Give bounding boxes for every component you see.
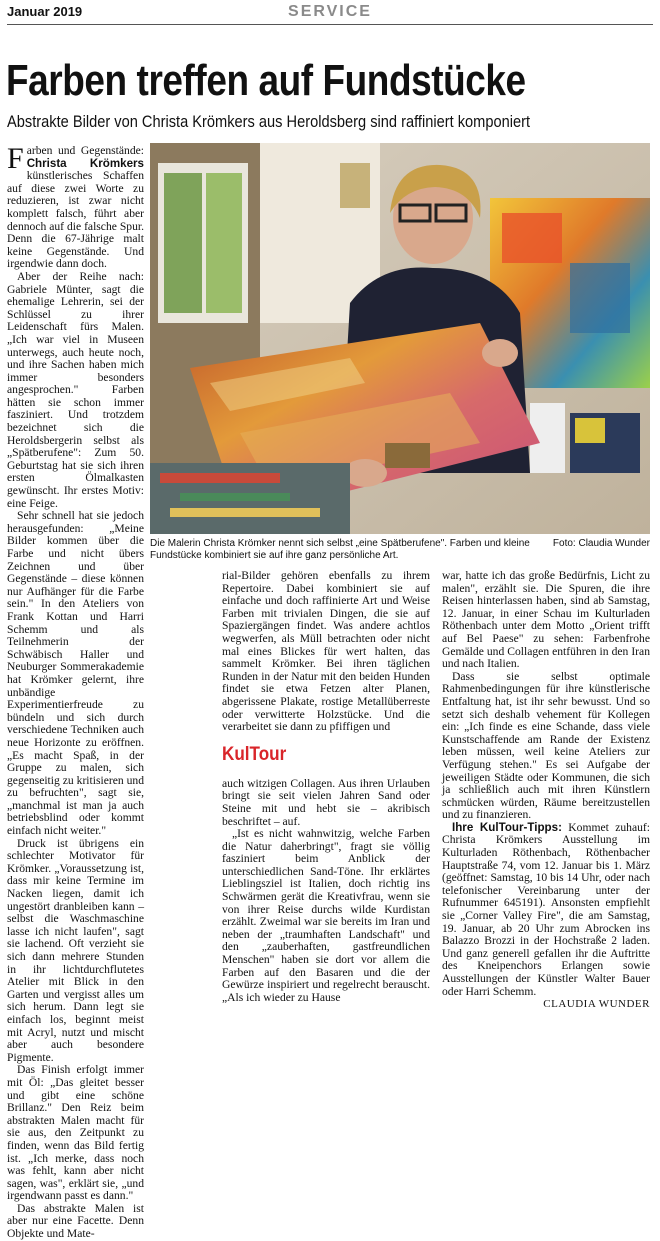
subheadline: Abstrakte Bilder von Christa Krömkers aus Heroldsberg sind raffiniert komponiert	[7, 112, 531, 131]
paragraph: Sehr schnell hat sie jedoch herausgefunden: „Meine Bilder kommen über die Farbe und nicht übers Zeichnen und über Gegenstände – diese können nur Aufhänger für die Farbe sein." In den Ateliers von Frank Kottan und Harri Schemm und als Teilnehmerin der Schwäbisch Haller und Neuburger Sommerakademie hat Krömker gelernt, ihre unbändige Experimentierfreude zu bündeln und sich durch verschiedene Techniken auch neue Horizonte zu eröffnen. „Es macht Spaß, in der Gruppe zu malen, sich gegenseitig zu kritisieren und zu befruchten", sagt sie, „manchmal ist man ja auch betriebsblind oder kommt einfach nicht weiter."	[7, 509, 144, 838]
photo-caption	[150, 538, 650, 561]
article-column-3	[442, 570, 650, 1011]
headline: Farben treffen auf Fundstücke	[6, 56, 526, 105]
paragraph: Ihre KulTour-Tipps: Kommet zuhauf: Christa Krömkers Ausstellung im Kulturladen Röthenbach, Röthenbacher Hauptstraße 74, vom 12. Januar bis 1. März (geöffnet: Samstag, 10 bis 14 Uhr, oder nach telefonischer Vereinbarung unter der Rufnummer 645191). Ansonsten empfiehlt sie „Corner Valley Fire", die am Samstag, 19. Januar, ab 20 Uhr zum Abrocken ins Balazzo Brozzi in der Hochstraße 2 laden. Und ganz generell gefallen ihr die Auftritte des Kneipenchors Erlangen sowie Ausstellungen der Künstler Walter Bauer oder Harri Schemm. CLAUDIA WUNDER	[442, 820, 650, 1011]
paragraph: „Ist es nicht wahnwitzig, welche Farben die Natur daherbringt", fragt sie völlig fasziniert beim Anblick der unterschiedlichen Sand-Töne. Ihr erklärtes Lieblingsziel ist Italien, doch richtig ins Schwärmen gerät die Kreativfrau, wenn sie von ihrer Reise durchs wilde Kurdistan erzählt. Zweimal war sie bereits im Iran und neben der „traumhaften Landschaft" und den „zauberhaften, gastfreundlichen Menschen" haben sie dort vor allem die Farben auf den Basaren und die der Gewürze inspiriert und regelrecht berauscht. „Als ich wieder zu Hause	[222, 827, 430, 1004]
paragraph: Das Finish erfolgt immer mit Öl: „Das gleitet besser und gibt eine schöne Brillanz." Den Reiz beim abstrakten Malen macht für sie aus, den Zeitpunkt zu finden, wenn das Bild fertig ist. „Ich merke, dass noch was fehlt, kann aber nicht sagen, was", erklärt sie, „und irgendwann passt es dann."	[7, 1063, 144, 1203]
paragraph: auch witzigen Collagen. Aus ihren Urlauben bringt sie seit vielen Jahren Sand oder Steine mit und hebt sie – akribisch beschriftet – auf.	[222, 776, 430, 828]
caption-credit: Foto: Claudia Wunder	[552, 538, 650, 549]
caption-text: Die Malerin Christa Krömker nennt sich selbst „eine Spätberufene". Farben und kleine Fundstücke kombiniert sie auf ihre ganz persönliche Art.	[150, 538, 530, 561]
photo-painter-holding-canvas	[150, 143, 650, 534]
paragraph: Aber der Reihe nach: Gabriele Münter, sagt die ehemalige Lehrerin, sei der Schlüssel zu ihrer Leidenschaft fürs Malen. „Ich war viel in Museen unterwegs, auch heute noch, und ihre Sachen haben mich immer besonders angesprochen." Farben hätten sie schon immer fasziniert. Und trotzdem bezeichnet sich die Heroldsbergerin selbst als „Spätberufene": Zum 50. Geburtstag hat sie sich ihren ersten Ölmalkasten gewünscht. Ihr erstes Motiv: eine Feige.	[7, 269, 144, 510]
tips-label: Ihre KulTour-Tipps:	[452, 820, 562, 834]
article-column-1	[7, 142, 144, 1241]
paragraph: Farben und Gegenstände: Christa Krömkers künstlerisches Schaffen auf diese zwei Worte zu reduzieren, ist zwar nicht komplett falsch, führt aber dennoch auf die falsche Spur. Denn die 67-Jährige malt keine Gegenstände. Und irgendwie dann doch.	[7, 142, 144, 271]
article-photo	[150, 143, 650, 534]
article-column-2	[222, 570, 430, 1004]
paragraph: Das abstrakte Malen ist aber nur eine Facette. Denn Objekte und Mate-	[7, 1201, 144, 1241]
header-divider	[7, 24, 653, 25]
author-byline: CLAUDIA WUNDER	[543, 998, 650, 1011]
paragraph: Druck ist übrigens ein schlechter Motivator für Krömker. „Voraussetzung ist, dass mir keine Termine im Nacken liegen, damit ich ungestört dranbleiben kann – selbst die Waschmaschine lasse ich nicht laufen", sagt sie lachend. Oft verzieht sie sich dann mehrere Stunden in ihr lichtdurchflutetes Atelier mit Blick in den Garten und vergisst alles um sich herum. Dann legt sie einfach los, beginnt meist mit Acryl, nutzt und mischt aber auch besondere Pigmente.	[7, 836, 144, 1064]
drop-cap: F	[7, 142, 24, 175]
artist-name: Christa Krömkers	[26, 156, 144, 170]
kultour-label: KulTour	[222, 743, 287, 765]
section-label: SERVICE	[288, 3, 372, 20]
paragraph: Dass sie selbst optimale Rahmenbedingungen für ihre künstlerische Entfaltung hat, ist ihr sehr bewusst. Und so setzt sich deshalb vehement für Kollegen ein: „Ich finde es eine Schande, dass viele Kunstschaffende am Rande der Existenz leben müssen, weil keine Ateliers zur Verfügung stehen." Es sei Aufgabe der jeweiligen Städte oder Kommunen, die sich ja schließlich auch mit ihren Künstlern schmücken würden, Räume bereitzustellen und zu finanzieren.	[442, 669, 650, 822]
issue-date: Januar 2019	[7, 4, 83, 19]
paragraph: rial-Bilder gehören ebenfalls zu ihrem Repertoire. Dabei kombiniert sie auf einfache und doch raffinierte Art und Weise Farben mit trivialen Dingen, die sie auf Spaziergängen findet. Was andere achtlos wegwerfen, als Müll betrachten oder nicht mal eines Blickes für wert halten, das sammelt Krömker. Bei ihren täglichen Runden in der Natur mit den beiden Hunden findet sie etwa Fetzen alter Planen, abgerissene Plakate, rostige Metallüberreste oder verwitterte Holzstücke. Und die verarbeitet sie dann zu pfiffigen und	[222, 569, 430, 734]
paragraph: war, hatte ich das große Bedürfnis, Licht zu malen", erzählt sie. Die Spuren, die ihre Reisen hinterlassen haben, sind ab Samstag, 12. Januar, in einer Schau im Kulturladen Röthenbach unter dem Motto „Orient trifft auf Bel Paese" zu sehen: Farbenfrohe Gemälde und Collagen entführen in den Iran und nach Italien.	[442, 569, 650, 671]
